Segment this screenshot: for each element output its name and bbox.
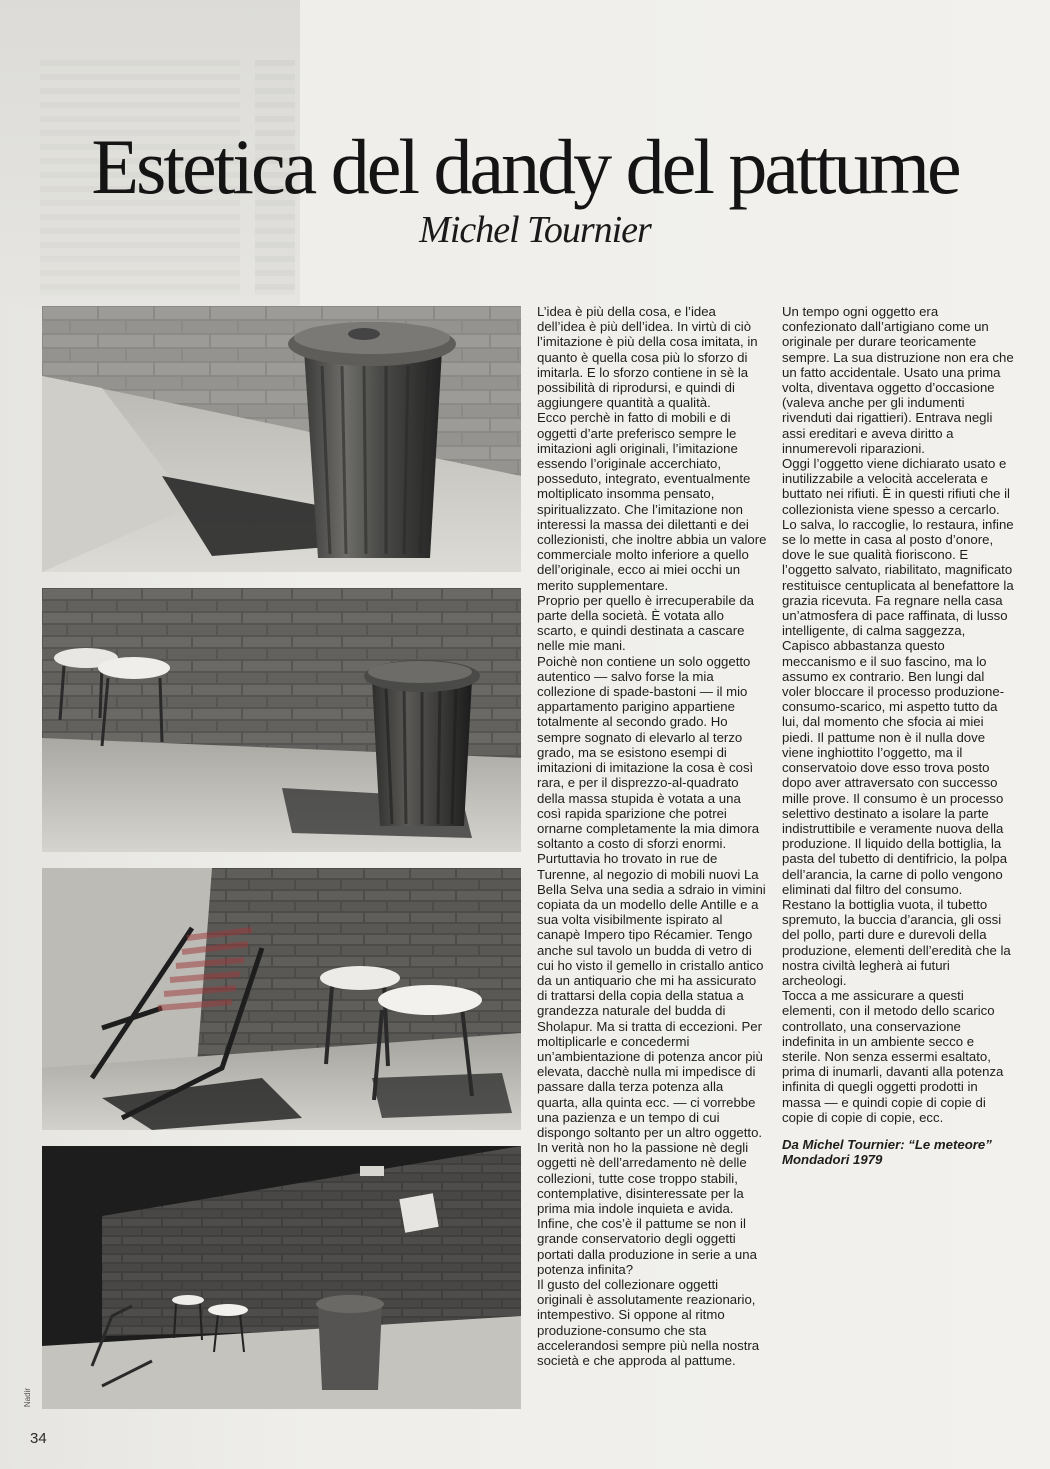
paragraph: Capisco abbastanza questo meccanismo e il suo fascino, ma lo assumo ex contrario. Ben lungi dal voler bloccare il processo produzione-consumo-scarico, mi aspetto tutto da lui, dal momento che sfocia ai miei piedi. Il pattume non è il nulla dove viene inghiottito l’oggetto, ma il conservatoio dove esso trova posto dopo aver attraversato con successo mille prove. Il consumo è un processo selettivo destinato a isolare la parte indistruttibile e veramente nuova della produzione. Il liquido della bottiglia, la pasta del tubetto di dentifricio, la polpa dell’arancia, la carne di pollo vengono eliminati dal filtro del consumo. Restano la bottiglia vuota, il tubetto spremuto, la buccia d’arancia, gli ossi del pollo, parti dure e durevoli della produzione, elementi dell’eredità che la nostra civiltà legherà ai futuri archeologi. xyxy=(782,638,1011,988)
photo-tables-and-can xyxy=(42,588,521,852)
photo-credit: Nadir xyxy=(23,1388,32,1408)
photo-wide-scene xyxy=(42,1146,521,1409)
paragraph: Oggi l’oggetto viene dichiarato usato e inutilizzabile a velocità accelerata e buttato nei rifiuti. È in questi rifiuti che il collezionista viene spesso a cercarlo. Lo salva, lo raccoglie, lo restaura, infine se lo mette in casa al posto d’onore, dove le sue qualità fioriscono. E l’oggetto salvato, riabilitato, magnificato restituisce centuplicata al benefattore la grazia ricevuta. Fa regnare nella casa un’atmosfera di pace raffinata, di lusso intelligente, di calma saggezza, xyxy=(782,456,1014,639)
photo-tables-and-can-image xyxy=(42,588,521,852)
photo-wide-scene-image xyxy=(42,1146,521,1409)
page-number: 34 xyxy=(30,1430,47,1447)
paragraph: Proprio per quello è irrecuperabile da parte della società. È votata allo scarto, e quindi destinata a cascare nelle mie mani. xyxy=(537,592,754,654)
paragraph: Purtuttavia ho trovato in rue de Turenne, al negozio di mobili nuovi La Bella Selva una sedia a sdraio in vimini copiata da un modello delle Antille e a sua volta visibilmente ispirato al canapè Impero tipo Récamier. Tengo anche sul tavolo un budda di vetro di cui ho visto il gemello in cristallo antico da un antiquario che mi ha assicurato di trattarsi della copia della statua a grandezza naturale del budda di Sholapur. Ma si tratta di eccezioni. Per moltiplicarle e concedermi un’ambientazione di potenza ancor più elevata, dacchè nulla mi impedisce di passare dalla terza potenza alla quarta, alla quinta ecc. — ci vorrebbe una pazienza e un tempo di cui dispongo soltanto per un altro oggetto. In verità non ho la passione nè degli oggetti nè dell’arredamento nè delle collezioni, tutte cose troppo stabili, contemplative, disinteressate per la prima mia indole inquieta e avida. Infine, che cos’è il pattume se non il grande conservatorio degli oggetti portati dalla produzione in serie a una potenza infinita? xyxy=(537,851,766,1277)
photo-trash-can-image xyxy=(42,306,521,572)
paragraph: L’idea è più della cosa, e l’idea dell’idea è più dell’idea. In virtù di ciò l’imitazione è più della cosa imitata, in quanto è quella cosa più lo sforzo di imitarla. E lo sforzo contiene in sè la possibilità di riprodursi, e quindi di aggiungere quantità a qualità. xyxy=(537,304,758,411)
paragraph: Ecco perchè in fatto di mobili e di oggetti d’arte preferisco sempre le imitazioni agli originali, l’imitazione essendo l’originale accerchiato, posseduto, integrato, eventualmente moltiplicato insomma pensato, spiritualizzato. Che l’imitazione non interessi la massa dei dilettanti e dei collezionisti, che inoltre abbia un valore commerciale molto inferiore a quello dell’originale, ecco ai miei occhi un merito supplementare. xyxy=(537,410,767,593)
source-citation xyxy=(782,1137,1014,1167)
paragraph: Poichè non contiene un solo oggetto autentico — salvo forse la mia collezione di spade-bastoni — il mio appartamento parigino appartiene totalmente al secondo grado. Ho sempre sognato di elevarlo al terzo grado, ma se esistono esempi di imitazioni di imitazione la cosa è così rara, e per il disprezzo-al-quadrato della massa stupida è votata a una così rapida sparizione che potrei ornarne completamente la mia dimora soltanto a costo di sforzi enormi. xyxy=(537,653,760,852)
photo-chair-and-tables-image xyxy=(42,868,521,1130)
photo-trash-can xyxy=(42,306,521,572)
paragraph: Il gusto del collezionare oggetti originali è assolutamente reazionario, intempestivo. Si oppone al ritmo produzione-consumo che sta accelerandosi sempre più nella nostra società e che approda al pattume. xyxy=(537,1277,760,1369)
paragraph: Tocca a me assicurare a questi elementi, con il metodo dello scarico controllato, una conservazione indefinita in un ambiente secco e sterile. Non senza essermi esaltato, prima di inumarli, davanti alla potenza infinita di quegli oggetti prodotti in massa — e quindi copie di copie di copie di copie di copie, ecc. xyxy=(782,988,1004,1125)
article-column-1 xyxy=(537,304,767,1368)
article-title: Estetica del dandy del pattume xyxy=(91,123,959,210)
article-column-2 xyxy=(782,304,1014,1167)
paragraph: Un tempo ogni oggetto era confezionato dall’artigiano come un originale per durare teoricamente sempre. La sua distruzione non era che un fatto accidentale. Usato una prima volta, diventava oggetto d’occasione (valeva anche per gli indumenti rivenduti dai rigattieri). Entrava negli assi ereditari e aveva diritto a innumerevoli riparazioni. xyxy=(782,304,1014,456)
source-citation-line-1: Da Michel Tournier: “Le meteore” xyxy=(782,1136,992,1152)
photo-chair-and-tables xyxy=(42,868,521,1130)
source-citation-line-2: Mondadori 1979 xyxy=(782,1152,883,1168)
article-author: Michel Tournier xyxy=(419,209,651,251)
